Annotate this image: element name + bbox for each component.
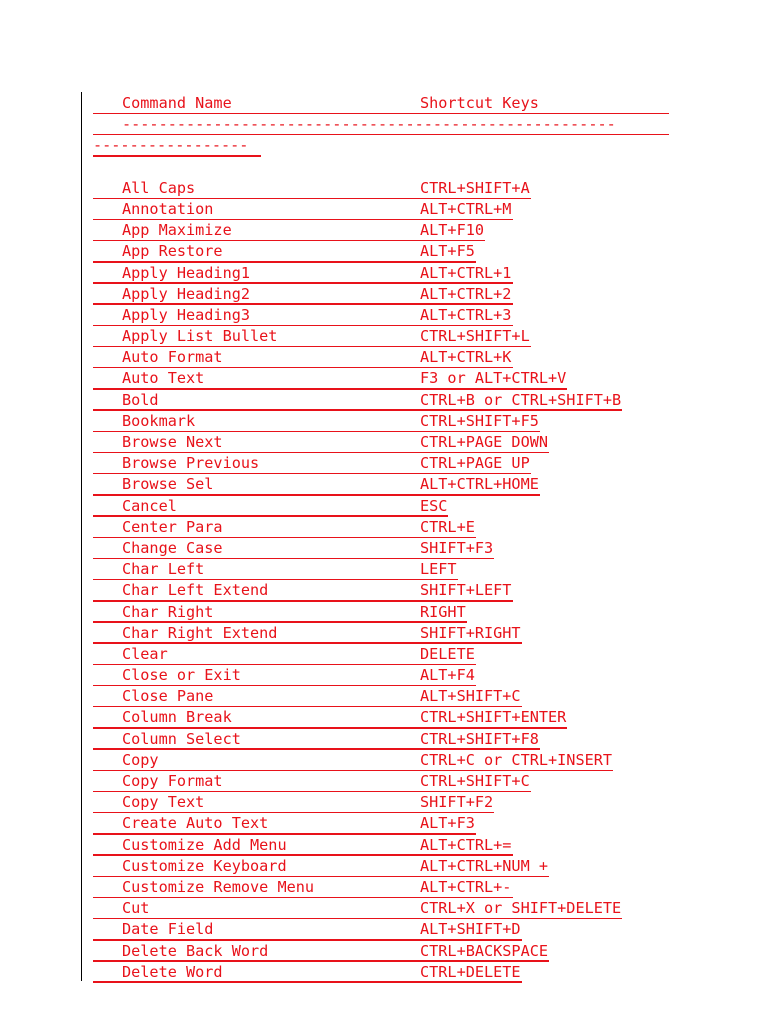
table-row	[93, 241, 713, 262]
shortcut-keys: ALT+CTRL+HOME	[420, 475, 539, 494]
command-name: Column Break	[122, 708, 232, 727]
separator-dashes-2: -----------------	[93, 136, 249, 155]
shortcut-keys: CTRL+SHIFT+A	[420, 178, 530, 197]
shortcut-keys: ALT+CTRL+2	[420, 284, 512, 303]
command-name: Copy	[122, 750, 159, 769]
command-name-header: Command Name	[122, 94, 232, 112]
row-underline	[93, 981, 522, 982]
command-name: Close Pane	[122, 687, 214, 706]
command-name: Auto Format	[122, 348, 223, 367]
table-row	[93, 856, 713, 877]
shortcut-keys: CTRL+SHIFT+L	[420, 327, 530, 346]
command-name: Apply Heading1	[122, 263, 251, 282]
shortcut-keys-header: Shortcut Keys	[420, 94, 539, 112]
table-row	[93, 665, 713, 686]
command-name: App Restore	[122, 242, 223, 261]
command-name: Bookmark	[122, 411, 196, 430]
command-name: Apply List Bullet	[122, 327, 278, 346]
command-name: Cut	[122, 899, 150, 918]
shortcut-keys: ALT+CTRL+NUM +	[420, 856, 549, 875]
shortcut-keys: SHIFT+LEFT	[420, 581, 512, 600]
shortcut-keys: CTRL+B or CTRL+SHIFT+B	[420, 390, 622, 409]
command-name: Browse Next	[122, 433, 223, 451]
table-row	[93, 602, 713, 623]
table-row	[93, 453, 713, 474]
shortcut-keys: LEFT	[420, 560, 457, 579]
shortcut-keys: DELETE	[420, 644, 475, 663]
separator-row-1	[93, 114, 713, 135]
table-row	[93, 305, 713, 326]
command-name: Customize Remove Menu	[122, 877, 315, 896]
command-name: Browse Previous	[122, 454, 260, 473]
table-row	[93, 220, 713, 241]
command-name: All Caps	[122, 178, 196, 197]
command-name: Delete Back Word	[122, 941, 269, 960]
table-row	[93, 835, 713, 856]
command-name: Char Right Extend	[122, 623, 278, 642]
separator-dashes-1: ------------------------------------------------------	[122, 115, 616, 134]
shortcut-keys: ALT+CTRL+M	[420, 199, 512, 218]
command-name: Browse Sel	[122, 475, 214, 494]
table-row	[93, 644, 713, 665]
shortcut-keys: ALT+F5	[420, 242, 475, 261]
table-row	[93, 941, 713, 962]
command-name: Apply Heading3	[122, 305, 251, 324]
shortcut-keys: ALT+SHIFT+D	[420, 920, 521, 939]
table-row	[93, 411, 713, 432]
table-row	[93, 771, 713, 792]
table-row	[93, 474, 713, 495]
command-name: Apply Heading2	[122, 284, 251, 303]
shortcut-keys: CTRL+SHIFT+F8	[420, 729, 539, 748]
table-row	[93, 432, 713, 453]
shortcut-keys: ALT+F3	[420, 814, 475, 833]
shortcut-keys: ESC	[420, 496, 448, 515]
table-row	[93, 559, 713, 580]
shortcut-keys: SHIFT+F2	[420, 793, 494, 812]
table-row	[93, 496, 713, 517]
shortcut-keys: RIGHT	[420, 602, 466, 621]
shortcut-keys: CTRL+X or SHIFT+DELETE	[420, 899, 622, 918]
table-row	[93, 580, 713, 601]
command-name: Auto Text	[122, 369, 205, 388]
command-name: Column Select	[122, 729, 241, 748]
shortcut-keys: ALT+CTRL+-	[420, 877, 512, 896]
table-row	[93, 729, 713, 750]
shortcut-keys: CTRL+E	[420, 517, 475, 536]
table-row	[93, 199, 713, 220]
command-name: Copy Text	[122, 793, 205, 812]
header-row	[93, 93, 713, 114]
command-name: Customize Keyboard	[122, 856, 287, 875]
table-row	[93, 813, 713, 834]
shortcut-rows	[93, 178, 713, 983]
table-row	[93, 750, 713, 771]
shortcut-list	[93, 93, 713, 983]
shortcut-keys: ALT+CTRL+1	[420, 263, 512, 282]
revision-change-bar	[81, 92, 82, 981]
table-row	[93, 517, 713, 538]
shortcut-keys: CTRL+SHIFT+ENTER	[420, 708, 567, 727]
shortcut-keys: ALT+F4	[420, 666, 475, 685]
shortcut-keys: SHIFT+F3	[420, 538, 494, 557]
command-name: Create Auto Text	[122, 814, 269, 833]
table-row	[93, 263, 713, 284]
command-name: Char Right	[122, 602, 214, 621]
command-name: Annotation	[122, 199, 214, 218]
table-row	[93, 707, 713, 728]
command-name: Date Field	[122, 920, 214, 939]
command-name: Close or Exit	[122, 666, 241, 685]
shortcut-keys: ALT+F10	[420, 221, 485, 240]
shortcut-keys: CTRL+PAGE DOWN	[420, 433, 549, 451]
command-name: Clear	[122, 644, 168, 663]
command-name: Char Left Extend	[122, 581, 269, 600]
shortcut-keys: CTRL+PAGE UP	[420, 454, 530, 473]
shortcut-keys: CTRL+DELETE	[420, 962, 521, 981]
shortcut-keys: CTRL+BACKSPACE	[420, 941, 549, 960]
blank-line	[93, 157, 713, 178]
command-name: App Maximize	[122, 221, 232, 240]
table-row	[93, 623, 713, 644]
table-row	[93, 347, 713, 368]
table-row	[93, 178, 713, 199]
shortcut-keys: ALT+SHIFT+C	[420, 687, 521, 706]
shortcut-keys: SHIFT+RIGHT	[420, 623, 521, 642]
shortcut-keys: ALT+CTRL+=	[420, 835, 512, 854]
command-name: Customize Add Menu	[122, 835, 287, 854]
table-row	[93, 390, 713, 411]
command-name: Change Case	[122, 538, 223, 557]
table-row	[93, 686, 713, 707]
table-row	[93, 962, 713, 983]
command-name: Char Left	[122, 560, 205, 579]
command-name: Cancel	[122, 496, 177, 515]
shortcut-keys: ALT+CTRL+K	[420, 348, 512, 367]
shortcut-keys: CTRL+SHIFT+C	[420, 772, 530, 790]
separator-row-2	[93, 135, 713, 156]
command-name: Bold	[122, 390, 159, 409]
shortcut-keys: ALT+CTRL+3	[420, 305, 512, 324]
table-row	[93, 898, 713, 919]
table-row	[93, 284, 713, 305]
table-row	[93, 877, 713, 898]
shortcut-keys: CTRL+C or CTRL+INSERT	[420, 750, 613, 769]
table-row	[93, 792, 713, 813]
table-row	[93, 368, 713, 389]
command-name: Copy Format	[122, 772, 223, 790]
shortcut-keys: CTRL+SHIFT+F5	[420, 411, 539, 430]
table-row	[93, 538, 713, 559]
table-row	[93, 326, 713, 347]
command-name: Delete Word	[122, 962, 223, 981]
shortcut-keys: F3 or ALT+CTRL+V	[420, 369, 567, 388]
table-row	[93, 919, 713, 940]
command-name: Center Para	[122, 517, 223, 536]
